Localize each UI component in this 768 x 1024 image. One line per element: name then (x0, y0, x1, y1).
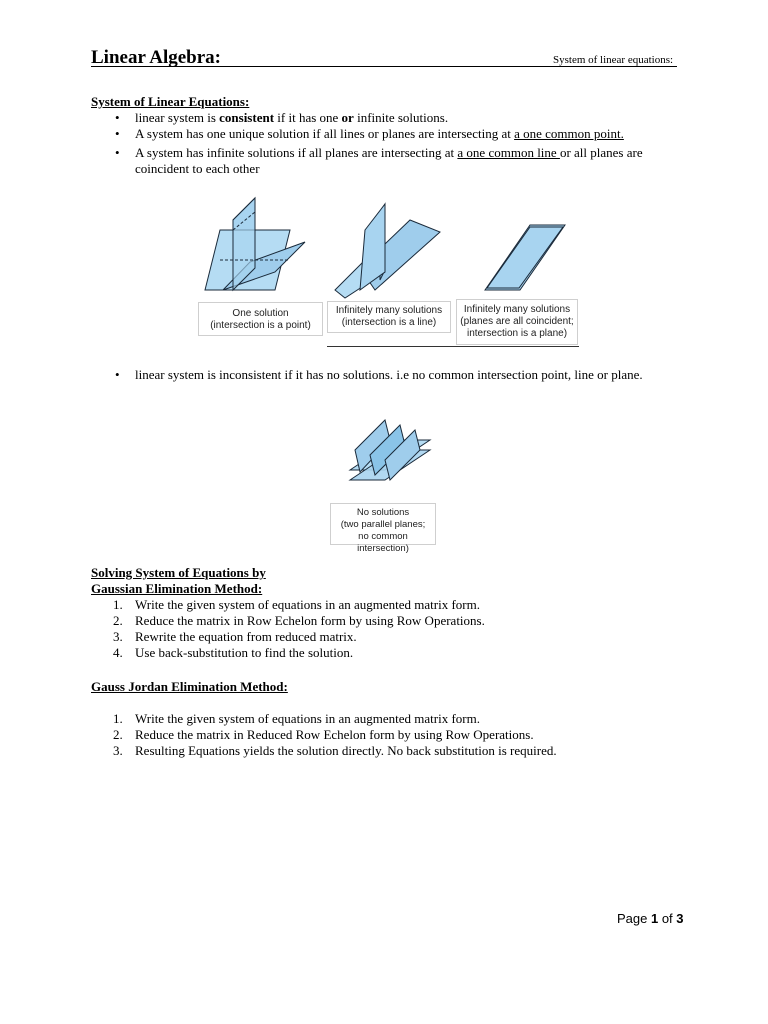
header-subtitle: System of linear equations: (553, 54, 674, 66)
gj-step-2: Reduce the matrix in Reduced Row Echelon form by using Row Operations. (135, 727, 534, 742)
step-number: 1. (113, 711, 123, 726)
bullet-4-text: linear system is inconsistent if it has no solutions. i.e no common intersection point, line or plane. (135, 367, 643, 382)
caption-underline (327, 346, 579, 347)
no-solution-diagram (340, 410, 440, 510)
bullet-4-marker: • (115, 367, 120, 382)
step-number: 3. (113, 743, 123, 758)
page-title: Linear Algebra: (91, 47, 222, 68)
bullet-3-marker: • (115, 145, 120, 160)
step-number: 1. (113, 597, 123, 612)
bullet-1-marker: • (115, 110, 120, 125)
gj-step-3: Resulting Equations yields the solution directly. No back substitution is required. (135, 743, 557, 758)
caption-one-solution: One solution (intersection is a point) (198, 302, 323, 336)
caption-coincident: Infinitely many solutions (planes are all coincident; intersection is a plane) (456, 299, 578, 345)
section-title-solving: Solving System of Equations by (91, 565, 266, 580)
page-number: Page 1 of 3 (617, 911, 684, 926)
section-title-gaussian: Gaussian Elimination Method: (91, 581, 263, 596)
bullet-2-text: A system has one unique solution if all lines or planes are intersecting at a one common point. (135, 126, 624, 141)
bullet-3-text-line2: coincident to each other (135, 161, 260, 176)
step-number: 3. (113, 629, 123, 644)
gauss-step-4: Use back-substitution to find the solution. (135, 645, 354, 660)
section-title-system: System of Linear Equations: (91, 94, 250, 109)
gauss-step-2: Reduce the matrix in Row Echelon form by using Row Operations. (135, 613, 485, 628)
step-number: 2. (113, 613, 123, 628)
gj-step-1: Write the given system of equations in an augmented matrix form. (135, 711, 480, 726)
bullet-3-text: A system has infinite solutions if all planes are intersecting at a one common line or all planes are (135, 145, 643, 160)
bullet-1-text: linear system is consistent if it has one or infinite solutions. (135, 110, 449, 125)
caption-line-intersection: Infinitely many solutions (intersection is a line) (327, 301, 451, 333)
header-rule (91, 66, 677, 67)
one-solution-diagram (205, 198, 305, 290)
bullet-2-marker: • (115, 126, 120, 141)
line-intersection-diagram (335, 204, 440, 298)
step-number: 4. (113, 645, 123, 660)
coincident-planes-diagram (485, 225, 565, 290)
caption-no-solution: No solutions (two parallel planes; no common intersection) (330, 503, 436, 545)
step-number: 2. (113, 727, 123, 742)
section-title-gauss-jordan: Gauss Jordan Elimination Method: (91, 679, 288, 694)
gauss-step-1: Write the given system of equations in an augmented matrix form. (135, 597, 480, 612)
gauss-step-3: Rewrite the equation from reduced matrix. (135, 629, 357, 644)
